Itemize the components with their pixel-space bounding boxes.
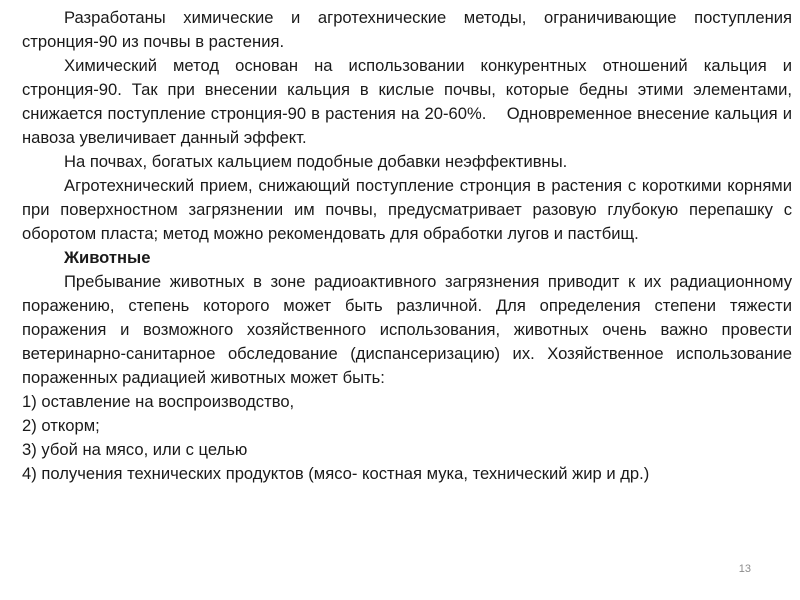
list-item: 1) оставление на воспроизводство, [22, 392, 295, 411]
paragraph-calcium-soils: На почвах, богатых кальцием подобные добавки неэффективны. [64, 152, 568, 171]
paragraph-animals: Пребывание животных в зоне радиоактивного загрязнения приводит к их радиационному поражению, степень которого может быть различной. Для определения степени тяжести поражения и возможного хозяйственного использования, животных очень важно провести ветеринарно-санитарное обследование (диспансеризацию) их. Хозяйственное использование пораженных радиацией животных может быть: [22, 272, 792, 387]
paragraph-chemical-method: Химический метод основан на использовании конкурентных отношений кальция и стронция-90. Так при внесении кальция в кислые почвы, которые бедны этими элементами, снижается поступление стронция-90 в растения на 20-60%. Одновременное внесение кальция и навоза увеличивает данный эффект. [22, 56, 797, 147]
document-page [22, 6, 797, 486]
list-item: 3) убой на мясо, или с целью [22, 440, 248, 459]
page-number: 13 [738, 563, 751, 575]
paragraph-agrotechnical-method: Агротехнический прием, снижающий поступление стронция в растения с короткими корнями при поверхностном загрязнении им почвы, предусматривает разовую глубокую перепашку с оборотом пласта; метод можно рекомендовать для обработки лугов и пастбищ. [22, 176, 792, 243]
list-item: 4) получения технических продуктов (мясо- костная мука, технический жир и др.) [22, 464, 650, 483]
section-heading-animals: Животные [64, 248, 151, 267]
paragraph-methods-intro: Разработаны химические и агротехнические методы, ограничивающие поступления стронция-90 из почвы в растения. [22, 8, 792, 51]
list-item: 2) откорм; [22, 416, 100, 435]
